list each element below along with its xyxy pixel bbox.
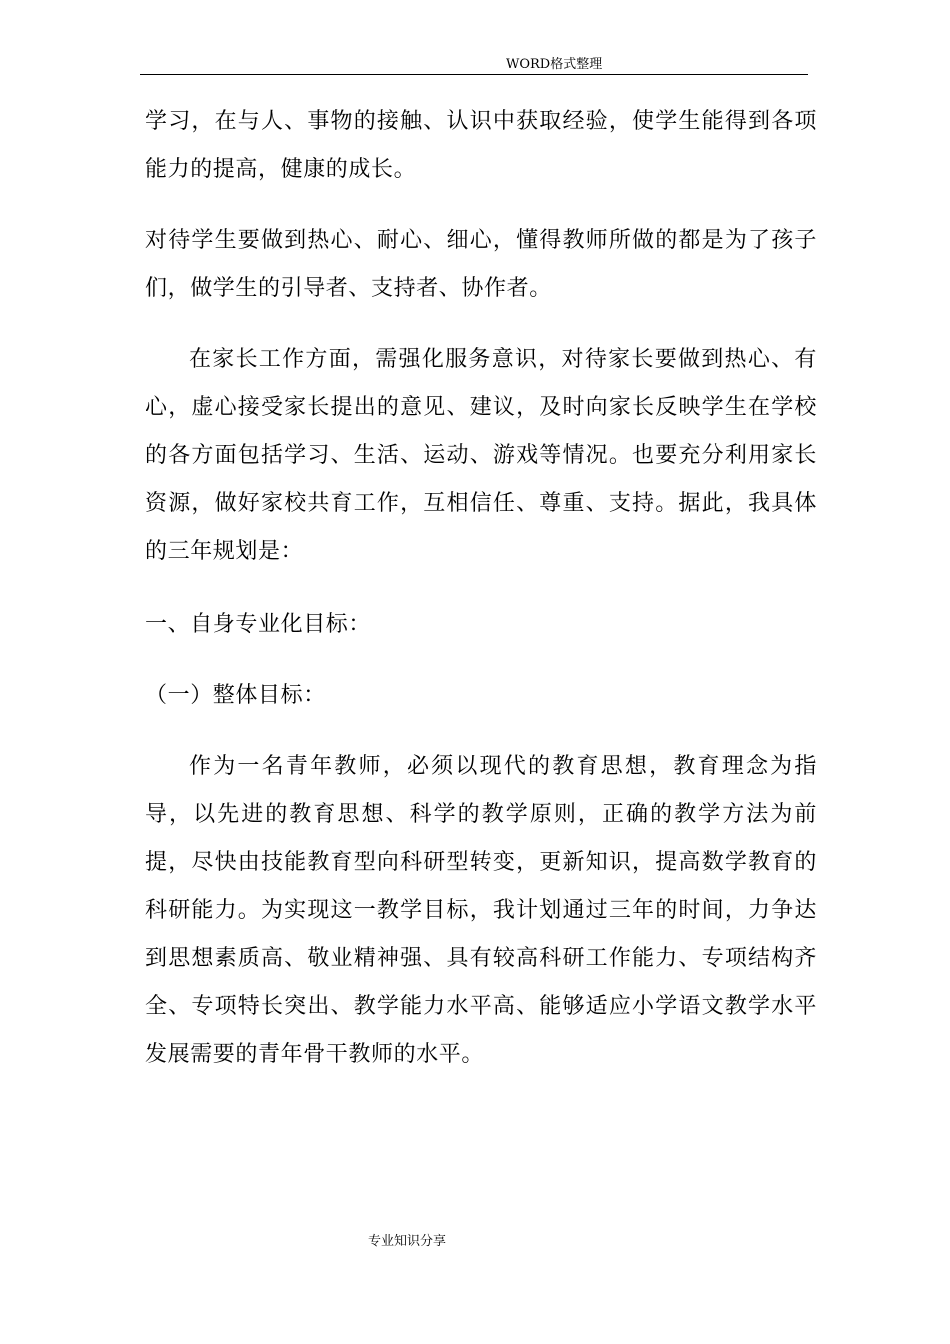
section-heading-professional-goals: 一、自身专业化目标： — [145, 612, 372, 637]
paragraph-parent-work: 在家长工作方面，需强化服务意识，对待家长要做到热心、有心，虚心接受家长提出的意见、建议，及时向家长反映学生在学校的各方面包括学习、生活、运动、游戏等情况。也要充分利用家长资源，做好家校共育工作，互相信任、尊重、支持。据此，我具体的三年规划是： — [145, 347, 817, 564]
header-text: WORD格式整理 — [506, 57, 603, 72]
paragraph-overall-goal: 作为一名青年教师，必须以现代的教育思想，教育理念为指导，以先进的教育思想、科学的教学原则，正确的教学方法为前提，尽快由技能教育型向科研型转变，更新知识，提高数学教育的科研能力。为实现这一教学目标，我计划通过三年的时间，力争达到思想素质高、敬业精神强、具有较高科研工作能力、专项结构齐全、专项特长突出、教学能力水平高、能够适应小学语文教学水平发展需要的青年骨干教师的水平。 — [145, 754, 817, 1067]
page-footer: 专业知识分享 — [368, 1234, 447, 1249]
paragraph-learning: 学习，在与人、事物的接触、认识中获取经验，使学生能得到各项能力的提高，健康的成长。 — [145, 109, 817, 182]
subsection-heading-overall-goal: （一）整体目标： — [145, 683, 326, 708]
page-header — [140, 56, 808, 75]
document-body — [145, 98, 817, 1079]
paragraph-treat-students: 对待学生要做到热心、耐心、细心，懂得教师所做的都是为了孩子们，做学生的引导者、支持者、协作者。 — [145, 228, 817, 301]
